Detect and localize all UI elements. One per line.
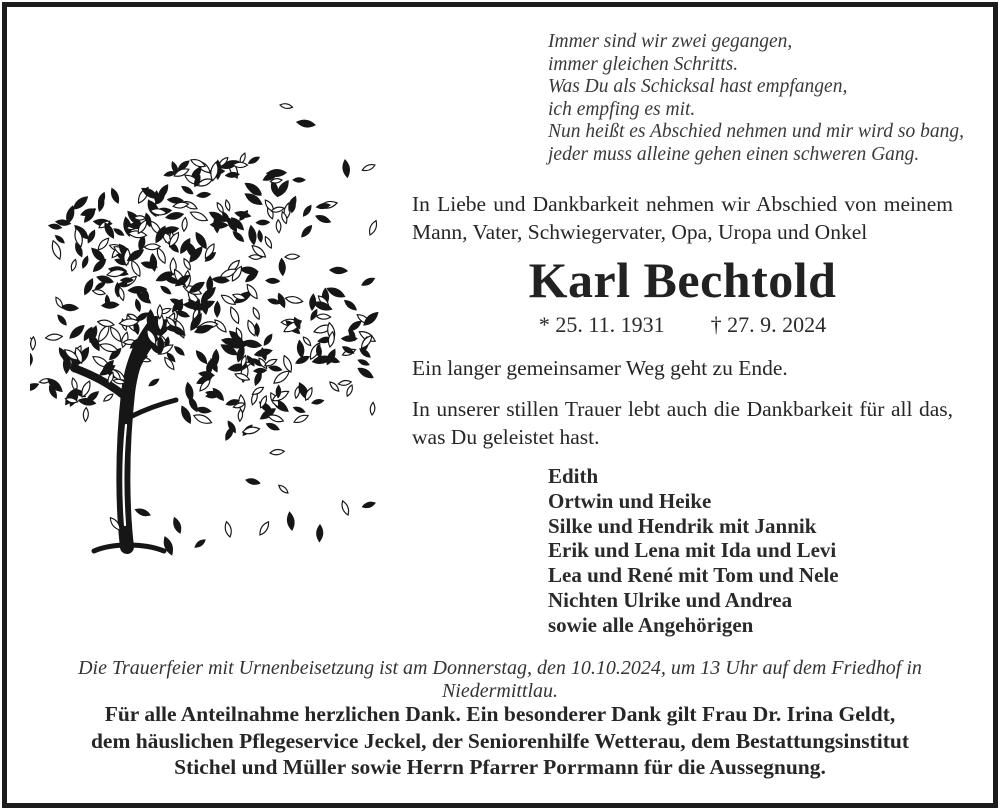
mourners-list	[548, 464, 839, 638]
leaf	[173, 345, 185, 357]
leaf	[232, 230, 246, 243]
leaf	[328, 380, 340, 392]
leaf	[262, 333, 273, 346]
leaf	[179, 405, 193, 425]
leaf	[258, 520, 271, 536]
leaf	[361, 276, 376, 287]
mourner-line: Lea und René mit Tom und Nele	[548, 563, 839, 588]
leaf	[257, 230, 263, 242]
leaf	[347, 319, 363, 333]
thanks-line: Für alle Anteilnahme herzlichen Dank. Ein besonderer Dank gilt Frau Dr. Irina Geldt,	[104, 702, 896, 726]
leaf	[270, 449, 285, 456]
funeral-notice: Die Trauerfeier mit Urnenbeisetzung ist am Donnerstag, den 10.10.2024, um 13 Uhr auf dem Friedhof in Niedermittlau.	[78, 657, 922, 702]
gratitude-line: In unserer stillen Trauer lebt auch die Dankbarkeit für all das,	[412, 397, 953, 421]
leaf	[362, 501, 376, 509]
leaf	[248, 155, 261, 165]
leaf	[281, 354, 294, 373]
leaf	[316, 345, 322, 358]
leaf	[172, 517, 183, 534]
leaf	[357, 366, 375, 380]
leaf	[70, 259, 78, 272]
leaf	[266, 278, 280, 283]
mourner-line: Erik und Lena mit Ida und Levi	[548, 538, 837, 563]
leaf	[135, 507, 151, 518]
leaf	[30, 354, 32, 366]
leaf	[300, 224, 314, 239]
leaf	[345, 384, 354, 397]
tree-illustration	[30, 85, 415, 585]
leaf	[181, 185, 194, 196]
leaf	[97, 319, 114, 328]
leaf	[129, 259, 142, 278]
leaf	[92, 288, 106, 295]
thanks-paragraph	[40, 701, 960, 781]
gratitude-paragraph	[412, 396, 953, 451]
poem-line: Was Du als Schicksal hast empfangen,	[548, 76, 848, 98]
leaf	[245, 478, 260, 486]
mourner-line: Ortwin und Heike	[548, 488, 712, 513]
leaf	[56, 314, 68, 327]
leaf	[309, 309, 318, 321]
leaf	[148, 377, 160, 387]
leaf	[103, 393, 115, 403]
intro-paragraph	[412, 191, 953, 246]
leaf	[215, 202, 224, 214]
leaf	[81, 256, 90, 269]
intro-line: Mann, Vater, Schwiegervater, Opa, Uropa und Onkel	[412, 219, 868, 244]
leaf	[293, 413, 309, 425]
leaf	[194, 538, 206, 549]
leaf	[316, 314, 331, 320]
leaf	[293, 178, 305, 182]
leaf	[279, 258, 286, 275]
poem-line: Nun heißt es Abschied nehmen und mir wird so bang,	[548, 121, 964, 143]
thanks-line: Stichel und Müller sowie Herrn Pfarrer Porrmann für die Aussegnung.	[174, 755, 826, 779]
leaf	[296, 119, 315, 128]
gratitude-line: was Du geleistet hast.	[412, 424, 600, 449]
leaf	[266, 422, 280, 432]
leaf	[342, 336, 357, 341]
leaf	[160, 285, 172, 296]
leaf	[121, 278, 133, 283]
leaf	[269, 365, 283, 372]
tree-svg	[30, 85, 415, 585]
deceased-name: Karl Bechtold	[528, 252, 837, 308]
leaf	[370, 402, 376, 415]
poem-line: Immer sind wir zwei gegangen,	[548, 31, 793, 52]
poem-line: ich empfing es mit.	[548, 98, 696, 120]
leaf	[286, 512, 295, 531]
leaf	[251, 385, 265, 396]
leaf	[361, 163, 376, 173]
leaf	[97, 192, 107, 207]
leaf	[68, 323, 86, 341]
leaf	[302, 336, 312, 347]
leaf	[357, 358, 369, 366]
leaf	[280, 103, 293, 110]
leaf	[157, 305, 162, 319]
leaf	[293, 406, 306, 414]
poem	[548, 31, 968, 167]
leaf	[342, 160, 351, 178]
leaf	[228, 306, 241, 325]
poem-line: immer gleichen Schritts.	[548, 53, 739, 75]
leaf	[109, 187, 120, 204]
leaf	[316, 525, 323, 542]
leaf	[285, 295, 303, 305]
poem-line: jeder muss alleine gehen einen schweren Gang.	[548, 143, 920, 165]
mourner-line: sowie alle Angehörigen	[548, 612, 754, 637]
leaf	[224, 199, 231, 211]
leaf	[30, 382, 39, 393]
leaf	[338, 380, 352, 387]
leaf	[330, 267, 347, 274]
leaf	[309, 294, 316, 310]
leaf	[302, 204, 313, 217]
leaf	[224, 521, 233, 538]
leaf	[340, 500, 351, 516]
birth-date: * 25. 11. 1931	[538, 312, 665, 337]
leaf	[45, 333, 62, 340]
leaf	[194, 349, 209, 365]
leaf	[210, 222, 227, 229]
mourner-line: Silke und Hendrik mit Jannik	[548, 513, 817, 538]
leaf	[312, 399, 324, 406]
leaf	[134, 299, 141, 312]
mourner-line: Edith	[548, 464, 599, 488]
leaf	[197, 192, 211, 198]
death-date: † 27. 9. 2024	[710, 312, 827, 337]
leaf	[189, 209, 209, 223]
leaf	[181, 217, 187, 231]
farewell-line: Ein langer gemeinsamer Weg geht zu Ende.	[412, 356, 788, 380]
leaf	[54, 296, 64, 309]
leaf	[254, 368, 267, 373]
intro-line: In Liebe und Dankbarkeit nehmen wir Abschied von meinem	[412, 192, 953, 216]
leaf	[196, 406, 212, 414]
leaf	[71, 194, 89, 211]
leaf	[113, 227, 125, 237]
leaf	[214, 302, 220, 317]
leaf	[343, 298, 358, 311]
leaf	[276, 220, 282, 233]
mourner-line: Nichten Ulrike und Andrea	[548, 587, 793, 612]
life-dates	[412, 312, 953, 338]
leaf	[61, 304, 78, 311]
leaf	[96, 236, 111, 251]
leaf	[367, 220, 378, 237]
leaf	[251, 306, 261, 320]
leaf	[134, 216, 146, 221]
leaf	[285, 254, 300, 260]
leaf	[108, 325, 123, 343]
thanks-line: dem häuslichen Pflegeservice Jeckel, der Seniorenhilfe Wetterau, dem Bestattungsinstitut	[90, 728, 910, 753]
leaf	[296, 340, 304, 358]
tree-trunk	[74, 323, 176, 551]
leaf	[263, 236, 273, 250]
leaf	[277, 484, 289, 495]
leaf	[83, 407, 89, 421]
leaf	[82, 278, 95, 296]
leaf	[248, 225, 258, 245]
leaf	[315, 214, 331, 225]
leaf	[193, 412, 213, 426]
leaf	[102, 302, 119, 309]
leaf	[256, 220, 269, 225]
